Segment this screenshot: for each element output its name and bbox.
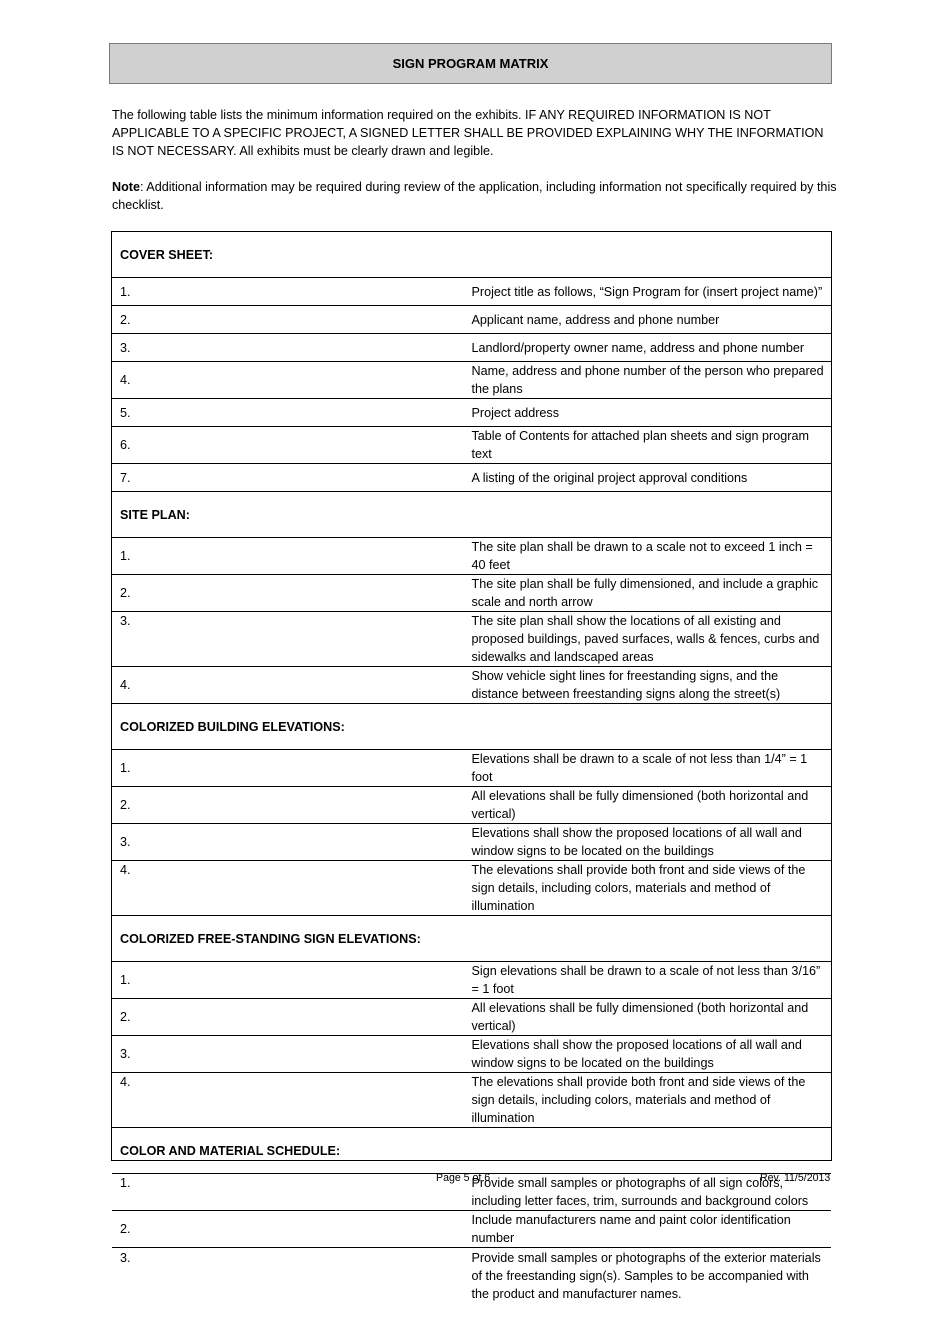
intro-block	[112, 106, 838, 214]
section-heading: COLOR AND MATERIAL SCHEDULE:	[112, 1128, 831, 1174]
item-text: Elevations shall show the proposed locations of all wall and window signs to be located on the buildings	[472, 824, 832, 861]
item-text: Include manufacturers name and paint color identification number	[472, 1211, 832, 1248]
item-text: The elevations shall provide both front and side views of the sign details, including colors, materials and method of illumination	[472, 1073, 832, 1128]
item-text: Name, address and phone number of the person who prepared the plans	[472, 362, 832, 399]
item-text: The site plan shall be fully dimensioned, and include a graphic scale and north arrow	[472, 575, 832, 612]
section-heading: SITE PLAN:	[112, 492, 831, 538]
section-heading-row	[112, 1128, 831, 1174]
checklist-item	[112, 861, 831, 916]
checklist-item	[112, 787, 831, 824]
item-number: 1.	[112, 1174, 472, 1211]
intro-paragraph: The following table lists the minimum information required on the exhibits. IF ANY REQUIRED INFORMATION IS NOT APPLICABLE TO A SPECIFIC PROJECT, A SIGNED LETTER SHALL BE PROVIDED EXPLAINING WHY THE INFORMATION IS NOT NECESSARY. All exhibits must be clearly drawn and legible.	[112, 108, 824, 158]
item-text: Project address	[472, 399, 832, 427]
checklist-item	[112, 750, 831, 787]
item-number: 4.	[112, 1073, 472, 1128]
note-label: Note	[112, 180, 140, 194]
checklist-item	[112, 334, 831, 362]
checklist-item	[112, 575, 831, 612]
item-number: 1.	[112, 278, 472, 306]
item-number: 3.	[120, 1251, 131, 1265]
checklist-item	[112, 824, 831, 861]
item-number: 2.	[112, 787, 472, 824]
item-text: Project title as follows, “Sign Program for (insert project name)”	[472, 278, 832, 306]
page-number: Page 5 of 6	[436, 1172, 491, 1184]
item-number: 2.	[112, 306, 472, 334]
checklist-item	[112, 464, 831, 492]
item-number: 5.	[112, 399, 472, 427]
item-number: 4.	[112, 861, 472, 916]
item-number: 1.	[112, 962, 472, 999]
item-text: Elevations shall be drawn to a scale of not less than 1/4” = 1 foot	[472, 750, 832, 787]
checklist-item	[112, 612, 831, 667]
item-text: Show vehicle sight lines for freestanding signs, and the distance between freestanding signs along the street(s)	[472, 667, 832, 704]
item-number: 7.	[112, 464, 472, 492]
page-title: SIGN PROGRAM MATRIX	[392, 56, 549, 71]
checklist-item	[112, 427, 831, 464]
item-text: Landlord/property owner name, address and phone number	[472, 334, 832, 362]
item-text: Elevations shall show the proposed locations of all wall and window signs to be located on the buildings	[472, 1036, 832, 1073]
item-number: 1.	[112, 538, 472, 575]
item-text: Provide small samples or photographs of the exterior materials of the freestanding sign(s). Samples to be accompanied with the product and manufacturer names.	[471, 1251, 821, 1301]
item-number: 3.	[112, 1036, 472, 1073]
item-text: Sign elevations shall be drawn to a scale of not less than 3/16” = 1 foot	[472, 962, 832, 999]
item-number: 1.	[112, 750, 472, 787]
section-heading-row	[112, 704, 831, 750]
checklist-item	[112, 1036, 831, 1073]
item-text: All elevations shall be fully dimensioned (both horizontal and vertical)	[472, 787, 832, 824]
item-number: 4.	[112, 667, 472, 704]
item-text: The site plan shall be drawn to a scale not to exceed 1 inch = 40 feet	[472, 538, 832, 575]
item-text: The site plan shall show the locations of all existing and proposed buildings, paved surfaces, walls & fences, curbs and sidewalks and landscaped areas	[472, 612, 832, 667]
checklist-item	[112, 399, 831, 427]
checklist-item	[112, 962, 831, 999]
item-number: 6.	[112, 427, 472, 464]
checklist-item	[112, 999, 831, 1036]
note-paragraph	[112, 178, 838, 214]
section-heading-row	[112, 232, 831, 278]
revision-date: Rev. 11/5/2013	[760, 1172, 831, 1184]
checklist-item	[112, 1211, 831, 1248]
item-text: A listing of the original project approval conditions	[472, 464, 832, 492]
checklist-item	[112, 1073, 831, 1128]
section-heading: COVER SHEET:	[112, 232, 831, 278]
checklist-item	[112, 278, 831, 306]
checklist-item	[112, 362, 831, 399]
checklist-item	[112, 306, 831, 334]
page-title-bar	[109, 43, 832, 84]
section-heading-row	[112, 916, 831, 962]
item-number: 3.	[112, 824, 472, 861]
item-text: Applicant name, address and phone number	[472, 306, 832, 334]
item-text: Table of Contents for attached plan sheets and sign program text	[472, 427, 832, 464]
checklist-item	[112, 667, 831, 704]
checklist-item	[112, 538, 831, 575]
note-text: : Additional information may be required during review of the application, including information not specifically required by this checklist.	[112, 180, 837, 212]
section-heading: COLORIZED BUILDING ELEVATIONS:	[112, 704, 831, 750]
item-number: 2.	[112, 999, 472, 1036]
section-heading-row	[112, 492, 831, 538]
item-number: 3.	[112, 334, 472, 362]
section-heading: COLORIZED FREE-STANDING SIGN ELEVATIONS:	[112, 916, 831, 962]
item-text: All elevations shall be fully dimensioned (both horizontal and vertical)	[472, 999, 832, 1036]
item-number: 2.	[112, 1211, 472, 1248]
item-number: 3.	[112, 612, 472, 667]
checklist-body	[112, 232, 831, 1318]
item-number: 4.	[112, 362, 472, 399]
item-text: Provide small samples or photographs of all sign colors, including letter faces, trim, surrounds and background colors	[472, 1174, 832, 1211]
checklist-item	[112, 1248, 831, 1318]
item-text: The elevations shall provide both front and side views of the sign details, including colors, materials and method of illumination	[472, 861, 832, 916]
item-number: 2.	[112, 575, 472, 612]
